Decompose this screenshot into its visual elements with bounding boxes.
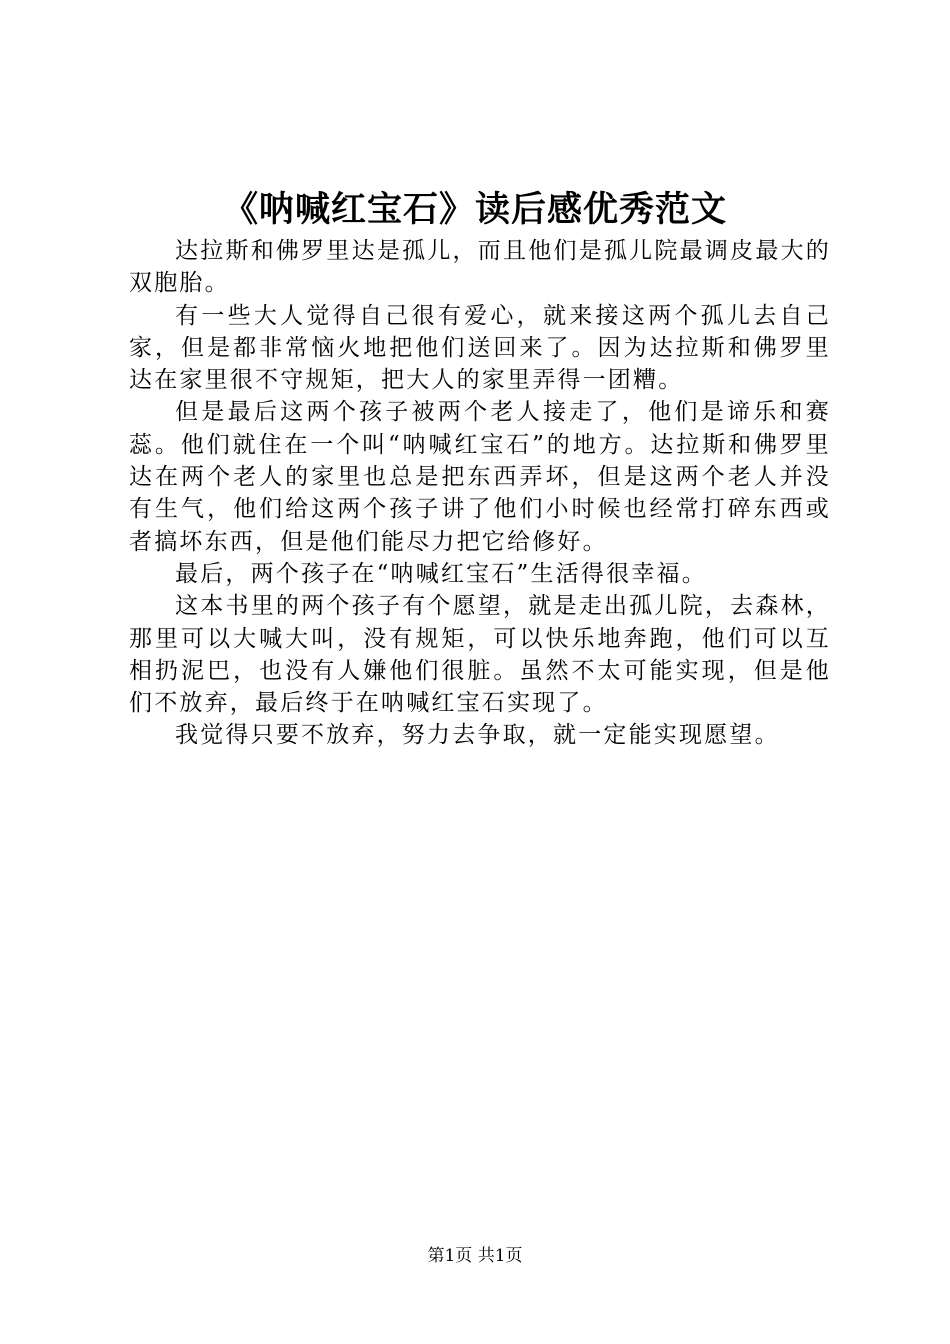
- paragraph: 最后，两个孩子在“呐喊红宝石”生活得很幸福。: [175, 560, 707, 587]
- paragraph: 但是最后这两个孩子被两个老人接走了，他们是谛乐和赛蕊。他们就住在一个叫“呐喊红宝石”的地方。达拉斯和佛罗里达在两个老人的家里也总是把东西弄坏，但是这两个老人并没有生气，他们给这两个孩子讲了他们小时候也经常打碎东西或者搞坏东西，但是他们能尽力把它给修好。: [129, 399, 831, 555]
- document-body: [129, 235, 831, 752]
- page-title: 《呐喊红宝石》读后感优秀范文: [222, 189, 727, 230]
- paragraph: 有一些大人觉得自己很有爱心，就来接这两个孤儿去自己家，但是都非常恼火地把他们送回来了。因为达拉斯和佛罗里达在家里很不守规矩，把大人的家里弄得一团糟。: [129, 302, 831, 394]
- paragraph: 达拉斯和佛罗里达是孤儿，而且他们是孤儿院最调皮最大的双胞胎。: [129, 238, 831, 297]
- paragraph: 我觉得只要不放弃，努力去争取，就一定能实现愿望。: [175, 722, 780, 749]
- page-number-footer: 第1页 共1页: [427, 1246, 523, 1266]
- paragraph: 这本书里的两个孩子有个愿望，就是走出孤儿院，去森林，那里可以大喊大叫，没有规矩，可以快乐地奔跑，他们可以互相扔泥巴，也没有人嫌他们很脏。虽然不太可能实现，但是他们不放弃，最后终于在呐喊红宝石实现了。: [129, 593, 831, 717]
